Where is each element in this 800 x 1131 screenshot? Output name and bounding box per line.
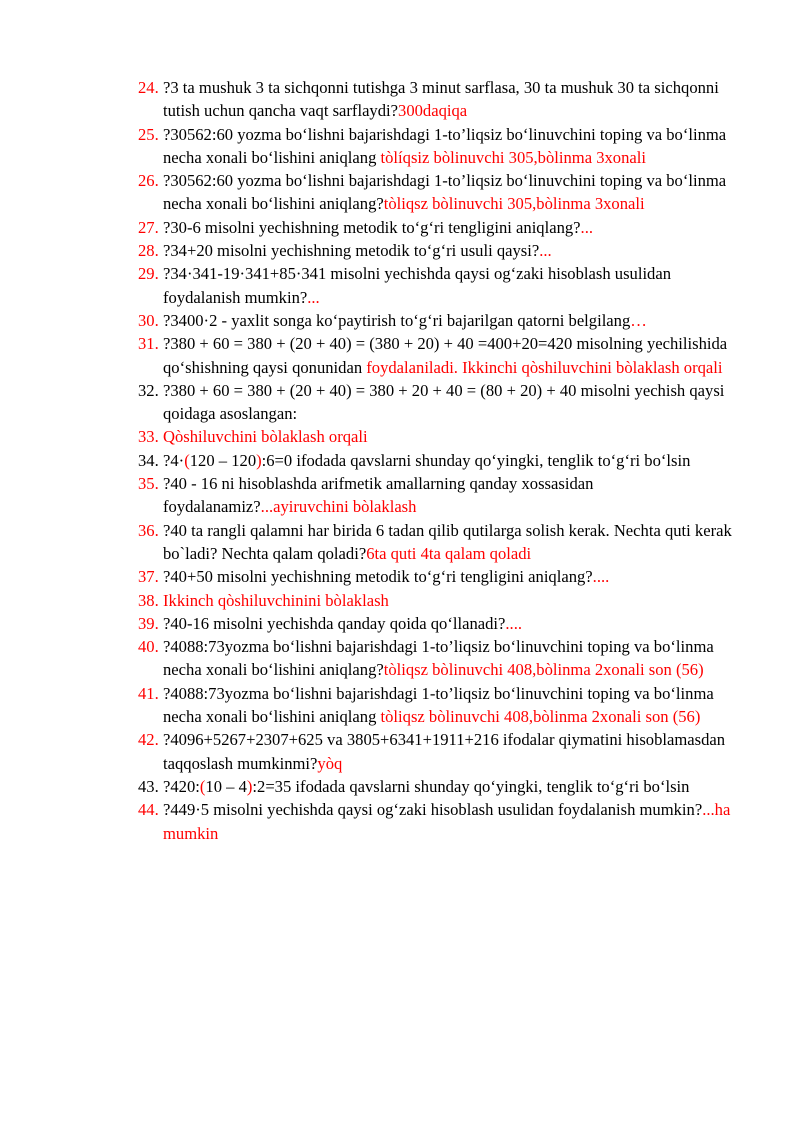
question-item [138,775,748,798]
question-item [138,216,748,239]
answer-text: .... [592,567,610,587]
answer-text: ( [184,450,190,470]
question-text [163,521,732,563]
question-text [163,125,726,167]
question-item [138,309,748,332]
prompt-text: ?3 ta mushuk 3 ta sichqonni tutishga 3 minut sarflasa, 30 ta mushuk 30 ta sichqonni tutish uchun qancha vaqt sarflaydi? [163,78,719,121]
question-item [138,262,748,309]
question-number: 40. [138,637,159,657]
question-number: 30. [138,310,159,330]
question-item [138,635,748,682]
prompt-text: ?30562:60 yozma bo‘lishni bajarishdagi 1-to’liqsiz bo‘linuvchini toping va bo‘linma necha xonali bo‘lishini aniqlang? [163,171,727,214]
answer-text: yòq [317,753,343,773]
answer-text: tòliqsz bòlinuvchi 408,bòlinma 2xonali son (56) [380,707,701,727]
question-text [163,427,368,446]
answer-text: foydalaniladi. Ikkinchi qòshiluvchini bòlaklash orqali [366,357,723,377]
question-text [163,777,689,796]
question-item [138,169,748,216]
prompt-text: ?40-16 misolni yechishda qanday qoida qo‘llanadi? [163,613,506,633]
answer-text: ...ha mumkin [163,800,731,843]
question-item [138,798,748,845]
question-item [138,449,748,472]
question-item [138,589,748,612]
answer-text: ... [539,241,552,261]
prompt-text: ?4088:73yozma bo‘lishni bajarishdagi 1-to’liqsiz bo‘linuvchini toping va bo‘linma necha xonali bo‘lishini aniqlang [163,683,714,727]
answer-text: Ikkinch qòshiluvchinini bòlaklash [163,590,389,610]
question-number: 39. [138,613,159,633]
question-text [163,730,725,772]
question-number: 27. [138,217,159,237]
question-number: 36. [138,520,159,540]
prompt-text: ?380 + 60 = 380 + (20 + 40) = 380 + 20 + 40 = (80 + 20) + 40 misolni yechish qaysi qoidaga asoslangan: [163,380,725,424]
prompt-text: ?40 ta rangli qalamni har birida 6 tadan qilib qutilarga solish kerak. Nechta quti kerak bo`ladi? Nechta qalam qoladi? [163,520,732,563]
question-text [163,171,726,213]
question-text [163,78,719,120]
question-item [138,472,748,519]
prompt-text: ?380 + 60 = 380 + (20 + 40) = (380 + 20) + 40 =400+20=420 misolning yechilishida qo‘shishning qaysi qonunidan [163,334,728,377]
answer-text: Qòshiluvchini bòlaklash orqali [163,427,368,447]
question-text [163,451,690,470]
prompt-text: ?449·5 misolni yechishda qaysi og‘zaki hisoblash usulidan foydalanish mumkin? [163,800,703,820]
answer-text: … [630,310,647,330]
question-number: 44. [138,800,159,820]
question-text [163,637,714,679]
prompt-text: ?4096+5267+2307+625 va 3805+6341+1911+216 ifodalar qiymatini hisoblamasdan taqqoslash mumkinmi? [163,730,726,773]
question-text [163,800,730,842]
answer-text: .... [505,613,522,633]
question-text [163,567,609,586]
answer-text: ( [199,776,206,796]
question-text [163,311,647,330]
question-item [138,519,748,566]
question-number: 31. [138,334,159,354]
answer-text: ... [307,287,320,307]
question-text [163,334,727,376]
question-number: 42. [138,730,159,750]
prompt-text: 10 – 4 [205,776,247,796]
question-number: 26. [138,171,159,191]
question-item [138,239,748,262]
answer-text: ) [256,450,262,470]
prompt-text: ?40+50 misolni yechishning metodik to‘g‘ri tengligini aniqlang? [163,567,593,587]
question-item [138,425,748,448]
question-text [163,218,593,237]
prompt-text: ?3400·2 - yaxlit songa ko‘paytirish to‘g‘ri bajarilgan qatorni belgilang [163,310,631,330]
question-item [138,565,748,588]
question-number: 28. [138,241,159,261]
question-text [163,264,671,306]
question-text [163,614,522,633]
question-number: 37. [138,567,159,587]
prompt-text: ?30-6 misolni yechishning metodik to‘g‘ri tengligini aniqlang? [163,217,581,237]
question-text [163,381,724,423]
prompt-text: ?40 - 16 ni hisoblashda arifmetik amallarning qanday xossasidan foydalanamiz? [163,474,594,517]
question-item [138,612,748,635]
prompt-text: :6=0 ifodada qavslarni shunday qo‘yingki, tenglik to‘g‘ri bo‘lsin [261,450,691,470]
answer-text: ... [580,217,593,237]
question-list [138,76,748,845]
question-number: 25. [138,124,159,144]
answer-text: ...ayiruvchini bòlaklash [260,497,417,517]
prompt-text: 120 – 120 [189,450,257,470]
question-item [138,379,748,426]
question-item [138,728,748,775]
prompt-text: ?420: [163,776,200,796]
question-item [138,76,748,123]
question-item [138,332,748,379]
question-number: 41. [138,683,159,703]
question-number: 32. [138,380,159,400]
answer-text: tòlíqsiz bòlinuvchi 305,bòlinma 3xonali [380,147,646,167]
answer-text: tòliqsz bòlinuvchi 305,bòlinma 3xonali [383,194,645,214]
question-number: 24. [138,78,159,97]
prompt-text: ?34·341-19·341+85·341 misolni yechishda qaysi og‘zaki hisoblash usulidan foydalanish mumkin? [163,264,672,307]
question-item [138,682,748,729]
prompt-text: ?30562:60 yozma bo‘lishni bajarishdagi 1-to’liqsiz bo‘linuvchini toping va bo‘linma necha xonali bo‘lishini aniqlang [163,124,727,167]
question-text [163,684,714,726]
question-number: 34. [138,450,159,470]
prompt-text: ?4· [163,450,185,470]
question-number: 43. [138,776,159,796]
question-number: 35. [138,474,159,494]
question-text [163,241,552,260]
answer-text: 300daqiqa [398,101,468,121]
prompt-text: ?34+20 misolni yechishning metodik to‘g‘ri usuli qaysi? [163,241,540,261]
question-number: 29. [138,264,159,284]
prompt-text: ?4088:73yozma bo‘lishni bajarishdagi 1-to’liqsiz bo‘linuvchini toping va bo‘linma necha xonali bo‘lishini aniqlang? [163,637,714,680]
answer-text: tòliqsz bòlinuvchi 408,bòlinma 2xonali son (56) [383,660,704,680]
question-item [138,123,748,170]
question-text [163,474,593,516]
prompt-text: :2=35 ifodada qavslarni shunday qo‘yingki, tenglik to‘g‘ri bo‘lsin [252,776,690,796]
answer-text: 6ta quti 4ta qalam qoladi [366,543,532,563]
question-number: 38. [138,590,159,610]
answer-text: ) [246,776,253,796]
question-text [163,591,389,610]
question-number: 33. [138,427,159,447]
